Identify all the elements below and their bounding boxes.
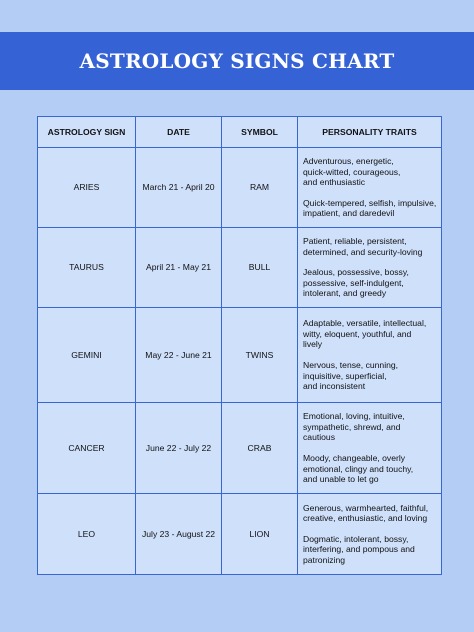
positive-traits: Adaptable, versatile, intellectual, witty, eloquent, youthful, and lively xyxy=(303,318,427,350)
table-row xyxy=(38,403,442,494)
header-symbol: SYMBOL xyxy=(222,117,298,148)
positive-traits: Emotional, loving, intuitive, sympathetic, shrewd, and cautious xyxy=(303,411,405,443)
traits-cell xyxy=(298,308,442,403)
page-title: ASTROLOGY SIGNS CHART xyxy=(79,49,395,73)
traits-cell xyxy=(298,494,442,575)
table-header-row xyxy=(38,117,442,148)
table-row xyxy=(38,228,442,308)
astrology-table xyxy=(37,116,442,575)
header-personality-traits: PERSONALITY TRAITS xyxy=(298,117,442,148)
negative-traits: Jealous, possessive, bossy, possessive, self-indulgent, intolerant, and greedy xyxy=(303,267,409,299)
date-cell: June 22 - July 22 xyxy=(136,403,222,494)
traits-cell xyxy=(298,148,442,228)
negative-traits: Moody, changeable, overly emotional, clingy and touchy, and unable to let go xyxy=(303,453,414,485)
date-cell: April 21 - May 21 xyxy=(136,228,222,308)
date-cell: July 23 - August 22 xyxy=(136,494,222,575)
sign-cell: LEO xyxy=(38,494,136,575)
negative-traits: Dogmatic, intolerant, bossy, interfering, and pompous and patronizing xyxy=(303,533,415,565)
positive-traits: Generous, warmhearted, faithful, creative, enthusiastic, and loving xyxy=(303,502,429,524)
negative-traits: Quick-tempered, selfish, impulsive, impatient, and daredevil xyxy=(303,197,437,219)
date-cell: March 21 - April 20 xyxy=(136,148,222,228)
title-banner xyxy=(0,32,474,90)
symbol-cell: CRAB xyxy=(222,403,298,494)
sign-cell: ARIES xyxy=(38,148,136,228)
table-row xyxy=(38,308,442,403)
table-row xyxy=(38,148,442,228)
sign-cell: GEMINI xyxy=(38,308,136,403)
table-row xyxy=(38,494,442,575)
sign-cell: TAURUS xyxy=(38,228,136,308)
symbol-cell: TWINS xyxy=(222,308,298,403)
traits-cell xyxy=(298,228,442,308)
symbol-cell: BULL xyxy=(222,228,298,308)
date-cell: May 22 - June 21 xyxy=(136,308,222,403)
symbol-cell: RAM xyxy=(222,148,298,228)
positive-traits: Adventurous, energetic, quick-witted, courageous, and enthusiastic xyxy=(303,156,401,188)
header-astrology-sign: ASTROLOGY SIGN xyxy=(38,117,136,148)
positive-traits: Patient, reliable, persistent, determined, and security-loving xyxy=(303,236,423,257)
negative-traits: Nervous, tense, cunning, inquisitive, superficial, and inconsistent xyxy=(303,360,399,392)
sign-cell: CANCER xyxy=(38,403,136,494)
symbol-cell: LION xyxy=(222,494,298,575)
traits-cell xyxy=(298,403,442,494)
header-date: DATE xyxy=(136,117,222,148)
